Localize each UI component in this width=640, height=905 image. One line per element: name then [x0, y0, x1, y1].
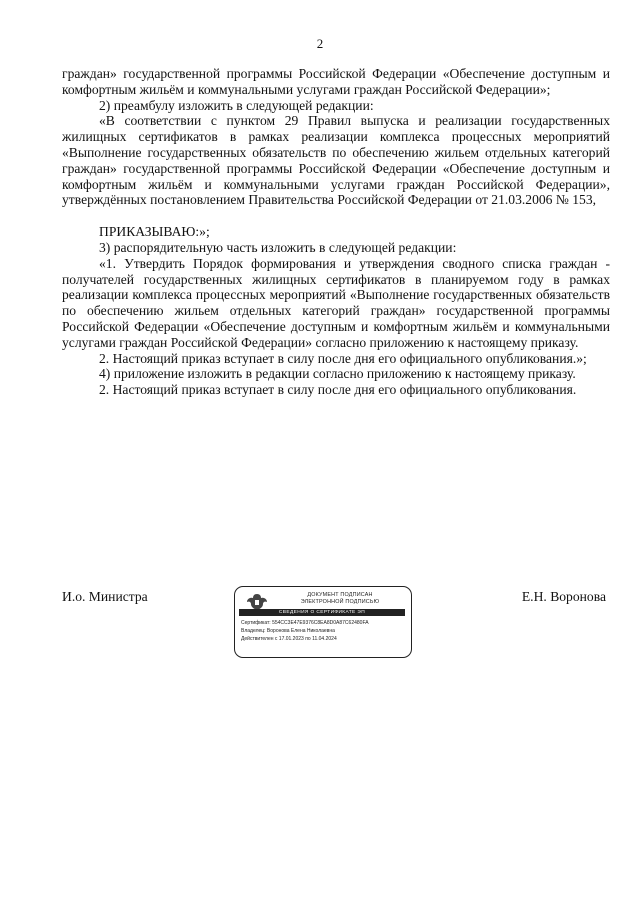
electronic-signature-stamp [234, 586, 412, 658]
paragraph: граждан» государственной программы Российской Федерации «Обеспечение доступным и комфортным жильём и коммунальными услугами граждан Российской Федерации»; [62, 66, 610, 97]
stamp-header [273, 592, 407, 606]
signatory-title: И.о. Министра [62, 589, 148, 604]
paragraph: «В соответствии с пунктом 29 Правил выпуска и реализации государственных жилищных сертификатов в рамках реализации комплекса процессных мероприятий «Выполнение государственных обязательств по обеспечению жильем отдельных категорий граждан» государственной программы Российской Федерации «Обеспечение доступным и комфортным жильём и коммунальными услугами граждан Российской Федерации», утверждённых постановлением Правительства Российской Федерации от 21.03.2006 № 153, [62, 113, 610, 208]
paragraph: 4) приложение изложить в редакции согласно приложению к настоящему приказу. [99, 366, 576, 382]
paragraph: ПРИКАЗЫВАЮ:»; [99, 224, 210, 240]
stamp-header-line: ДОКУМЕНТ ПОДПИСАН [307, 592, 373, 598]
stamp-bar: СВЕДЕНИЯ О СЕРТИФИКАТЕ ЭП [239, 609, 405, 616]
validity-line: Действителен с 17.01.2023 по 11.04.2024 [241, 636, 337, 642]
signatory-name: Е.Н. Воронова [521, 589, 606, 604]
certificate-value: 554CC3E47E9376C8EA8D0A87C62480FA [272, 620, 369, 626]
document-body [62, 66, 610, 398]
stamp-header-line: ЭЛЕКТРОННОЙ ПОДПИСЬЮ [300, 599, 380, 605]
certificate-line [241, 620, 369, 626]
paragraph: «1. Утвердить Порядок формирования и утверждения сводного списка граждан - получателей государственных жилищных сертификатов в планируемом году в рамках реализации комплекса процессных мероприятий «Выполнение государственных обязательств по обеспечению жильем отдельных категорий граждан» государственной программы Российской Федерации «Обеспечение доступным и комфортным жильём и коммунальными услугами граждан Российской Федерации» согласно приложению к настоящему приказу. [62, 255, 610, 350]
paragraph-gap [62, 208, 610, 224]
paragraph: 2) преамбулу изложить в следующей редакции: [99, 97, 374, 113]
certificate-label: Сертификат: [241, 620, 271, 626]
owner-label: Владелец: [241, 628, 266, 634]
paragraph: 2. Настоящий приказ вступает в силу после дня его официального опубликования. [99, 382, 577, 398]
owner-line [241, 628, 335, 634]
page-number: 2 [316, 36, 324, 51]
owner-value: Воронова Елена Николаевна [266, 628, 335, 634]
paragraph: 3) распорядительную часть изложить в следующей редакции: [99, 239, 457, 255]
paragraph: 2. Настоящий приказ вступает в силу после дня его официального опубликования.»; [99, 350, 587, 366]
